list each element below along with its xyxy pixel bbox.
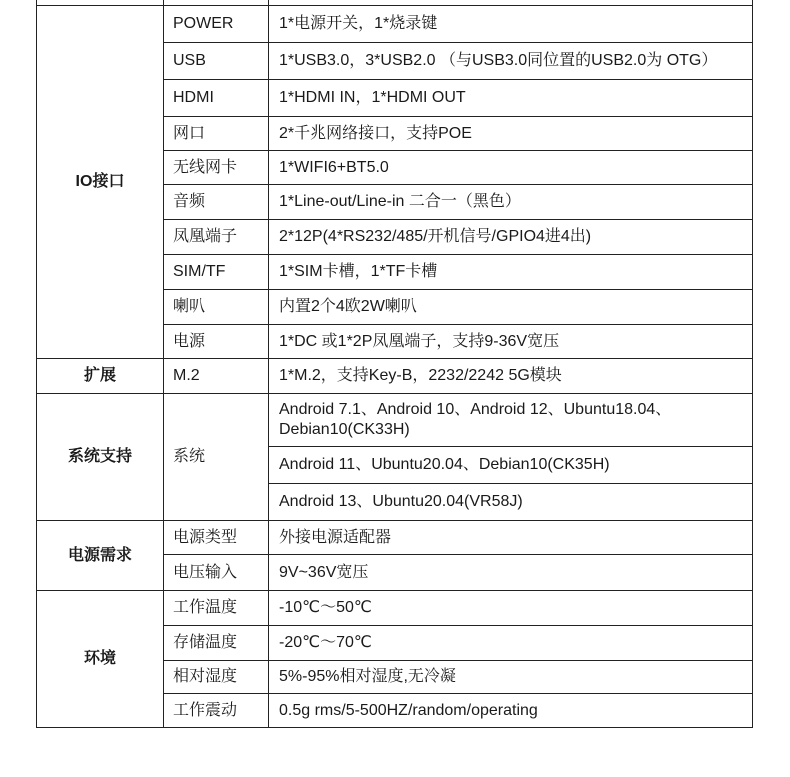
value-cell: 0.5g rms/5-500HZ/random/operating <box>269 694 753 728</box>
value-cell: 内置2个4欧2W喇叭 <box>269 290 753 325</box>
item-cell: HDMI <box>164 80 269 117</box>
value-cell: 1*HDMI IN，1*HDMI OUT <box>269 80 753 117</box>
item-cell: 电压输入 <box>164 555 269 591</box>
value-cell: -10℃～50℃ <box>269 591 753 626</box>
value-cell: -20℃～70℃ <box>269 626 753 661</box>
category-environment: 环境 <box>37 591 164 728</box>
item-cell: 电源类型 <box>164 521 269 555</box>
table-row <box>37 359 753 394</box>
category-io: IO接口 <box>37 6 164 359</box>
item-cell: 网口 <box>164 117 269 151</box>
category-expansion: 扩展 <box>37 359 164 394</box>
item-cell: 音频 <box>164 185 269 220</box>
category-power: 电源需求 <box>37 521 164 591</box>
item-cell: 存储温度 <box>164 626 269 661</box>
category-system: 系统支持 <box>37 394 164 521</box>
value-cell: 1*M.2，支持Key-B，2232/2242 5G模块 <box>269 359 753 394</box>
value-cell: 1*SIM卡槽，1*TF卡槽 <box>269 255 753 290</box>
table-row <box>37 6 753 43</box>
value-cell: 9V~36V宽压 <box>269 555 753 591</box>
value-cell: Android 11、Ubuntu20.04、Debian10(CK35H) <box>269 447 753 484</box>
item-cell: 凤凰端子 <box>164 220 269 255</box>
item-cell: M.2 <box>164 359 269 394</box>
value-cell: 1*DC 或1*2P凤凰端子，支持9-36V宽压 <box>269 325 753 359</box>
value-cell: 1*USB3.0，3*USB2.0 （与USB3.0同位置的USB2.0为 OTG） <box>269 43 753 80</box>
item-cell: SIM/TF <box>164 255 269 290</box>
value-cell: 1*Line-out/Line-in 二合一（黑色） <box>269 185 753 220</box>
item-cell: POWER <box>164 6 269 43</box>
table-row <box>37 394 753 447</box>
value-cell: 2*千兆网络接口，支持POE <box>269 117 753 151</box>
spec-table <box>36 0 753 728</box>
item-cell: 工作震动 <box>164 694 269 728</box>
value-cell: 1*WIFI6+BT5.0 <box>269 151 753 185</box>
value-cell: 2*12P(4*RS232/485/开机信号/GPIO4进4出) <box>269 220 753 255</box>
value-cell: Android 13、Ubuntu20.04(VR58J) <box>269 484 753 521</box>
item-cell: 工作温度 <box>164 591 269 626</box>
item-cell: 无线网卡 <box>164 151 269 185</box>
table-row <box>37 521 753 555</box>
item-cell: USB <box>164 43 269 80</box>
value-cell: 1*电源开关，1*烧录键 <box>269 6 753 43</box>
item-cell: 系统 <box>164 394 269 521</box>
item-cell: 相对湿度 <box>164 661 269 694</box>
item-cell: 电源 <box>164 325 269 359</box>
value-cell: 外接电源适配器 <box>269 521 753 555</box>
table-row <box>37 591 753 626</box>
item-cell: 喇叭 <box>164 290 269 325</box>
value-cell: Android 7.1、Android 10、Android 12、Ubuntu18.04、Debian10(CK33H) <box>269 394 753 447</box>
value-cell: 5%-95%相对湿度,无冷凝 <box>269 661 753 694</box>
